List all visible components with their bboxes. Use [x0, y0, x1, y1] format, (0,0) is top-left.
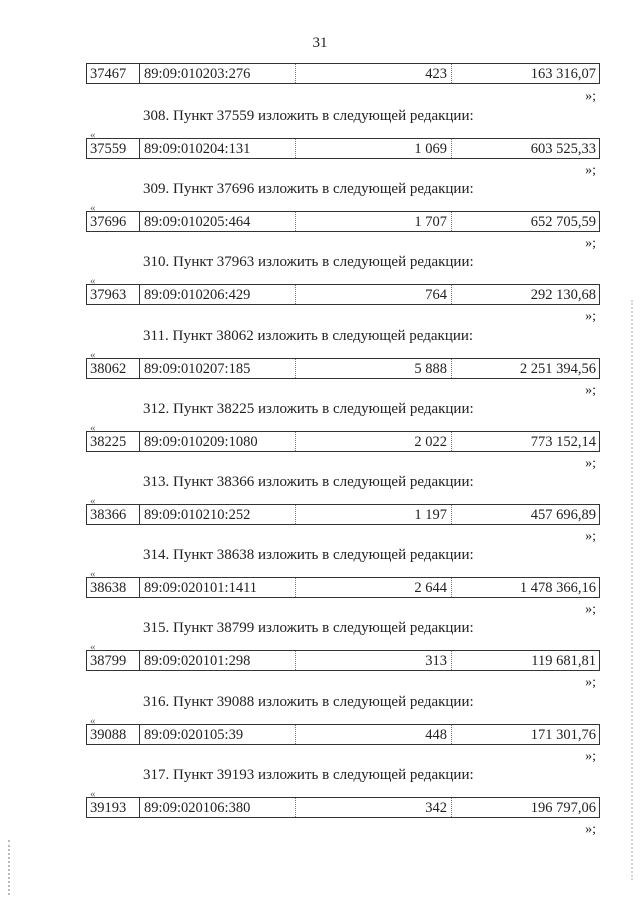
value-cell: 457 696,89 — [530, 507, 596, 523]
area-cell: 764 — [296, 285, 452, 304]
area-cell: 423 — [296, 64, 452, 83]
item-number-cell: 39088 — [87, 725, 140, 744]
opening-quote: « — [90, 787, 96, 800]
area-cell: 448 — [296, 725, 452, 744]
table-row — [86, 211, 600, 232]
area-cell: 2 022 — [296, 432, 452, 451]
item-number-cell: 37696 — [87, 212, 140, 231]
value-cell: 652 705,59 — [530, 214, 596, 231]
scan-artifact — [8, 840, 13, 895]
item-heading: 315. Пункт 38799 изложить в следующей редакции: — [143, 620, 474, 637]
cadastral-number-cell: 89:09:020105:39 — [140, 725, 296, 744]
closing-quote: »; — [585, 236, 596, 252]
table-row — [86, 284, 600, 305]
item-heading: 308. Пункт 37559 изложить в следующей редакции: — [143, 108, 474, 124]
opening-quote: « — [90, 348, 96, 361]
item-number-cell: 37467 — [87, 64, 140, 83]
area-cell: 2 644 — [296, 578, 452, 597]
table-row — [86, 724, 600, 745]
value-cell: 163 316,07 — [530, 66, 596, 82]
opening-quote: « — [90, 568, 96, 581]
item-number-cell: 39193 — [87, 798, 140, 817]
value-cell: 603 525,33 — [530, 141, 596, 157]
item-heading: 317. Пункт 39193 изложить в следующей редакции: — [143, 766, 474, 783]
area-cell: 313 — [296, 651, 452, 670]
value-cell: 119 681,81 — [531, 653, 596, 670]
closing-quote: »; — [585, 748, 596, 764]
cadastral-number-cell: 89:09:010207:185 — [140, 359, 296, 378]
value-cell: 171 301,76 — [530, 726, 596, 743]
item-number-cell: 38062 — [87, 359, 140, 378]
item-number-cell: 38638 — [87, 578, 140, 597]
area-cell: 1 707 — [296, 212, 452, 231]
cadastral-number-cell: 89:09:010210:252 — [140, 505, 296, 524]
closing-quote: »; — [585, 89, 596, 104]
page-number: 31 — [312, 35, 328, 51]
opening-quote: « — [90, 714, 96, 727]
cadastral-number-cell: 89:09:020101:1411 — [140, 578, 296, 597]
value-cell: 292 130,68 — [530, 287, 596, 304]
item-heading: 310. Пункт 37963 изложить в следующей редакции: — [143, 254, 474, 271]
table-row — [86, 650, 600, 671]
item-heading: 312. Пункт 38225 изложить в следующей редакции: — [143, 400, 474, 417]
value-cell: 2 251 394,56 — [519, 360, 596, 377]
table-row — [86, 577, 600, 598]
table-row — [86, 797, 600, 818]
cadastral-number-cell: 89:09:020106:380 — [140, 798, 296, 817]
opening-quote: « — [90, 641, 96, 654]
table-row — [86, 504, 600, 525]
opening-quote: « — [90, 495, 96, 507]
closing-quote: »; — [585, 529, 596, 544]
table-row — [86, 63, 600, 84]
cadastral-number-cell: 89:09:010203:276 — [140, 64, 296, 83]
closing-quote: »; — [585, 163, 596, 178]
cadastral-number-cell: 89:09:020101:298 — [140, 651, 296, 670]
cadastral-number-cell: 89:09:010206:429 — [140, 285, 296, 304]
item-heading: 316. Пункт 39088 изложить в следующей редакции: — [143, 693, 474, 710]
area-cell: 1 197 — [296, 505, 452, 524]
value-cell: 196 797,06 — [530, 799, 596, 816]
opening-quote: « — [90, 202, 96, 215]
item-number-cell: 37963 — [87, 285, 140, 304]
closing-quote: »; — [585, 309, 596, 325]
item-number-cell: 38799 — [87, 651, 140, 670]
table-row — [86, 358, 600, 379]
area-cell: 5 888 — [296, 359, 452, 378]
area-cell: 1 069 — [296, 139, 452, 158]
item-heading: 311. Пункт 38062 изложить в следующей редакции: — [143, 327, 474, 344]
value-cell: 773 152,14 — [530, 433, 596, 450]
closing-quote: »; — [585, 602, 596, 618]
closing-quote: »; — [585, 821, 596, 837]
table-row — [86, 431, 600, 452]
cadastral-number-cell: 89:09:010205:464 — [140, 212, 296, 231]
item-number-cell: 38366 — [87, 505, 140, 524]
scan-edge-artifact — [631, 300, 634, 880]
cadastral-number-cell: 89:09:010204:131 — [140, 139, 296, 158]
closing-quote: »; — [585, 382, 596, 398]
area-cell: 342 — [296, 798, 452, 817]
item-heading: 309. Пункт 37696 изложить в следующей редакции: — [143, 181, 474, 198]
opening-quote: « — [90, 421, 96, 434]
opening-quote: « — [90, 275, 96, 288]
item-number-cell: 37559 — [87, 139, 140, 158]
cadastral-number-cell: 89:09:010209:1080 — [140, 432, 296, 451]
item-heading: 314. Пункт 38638 изложить в следующей редакции: — [143, 547, 474, 564]
opening-quote: « — [90, 129, 96, 141]
item-heading: 313. Пункт 38366 изложить в следующей редакции: — [143, 474, 474, 490]
item-number-cell: 38225 — [87, 432, 140, 451]
closing-quote: »; — [585, 675, 596, 691]
closing-quote: »; — [585, 455, 596, 471]
table-row — [86, 138, 600, 159]
value-cell: 1 478 366,16 — [519, 580, 596, 597]
